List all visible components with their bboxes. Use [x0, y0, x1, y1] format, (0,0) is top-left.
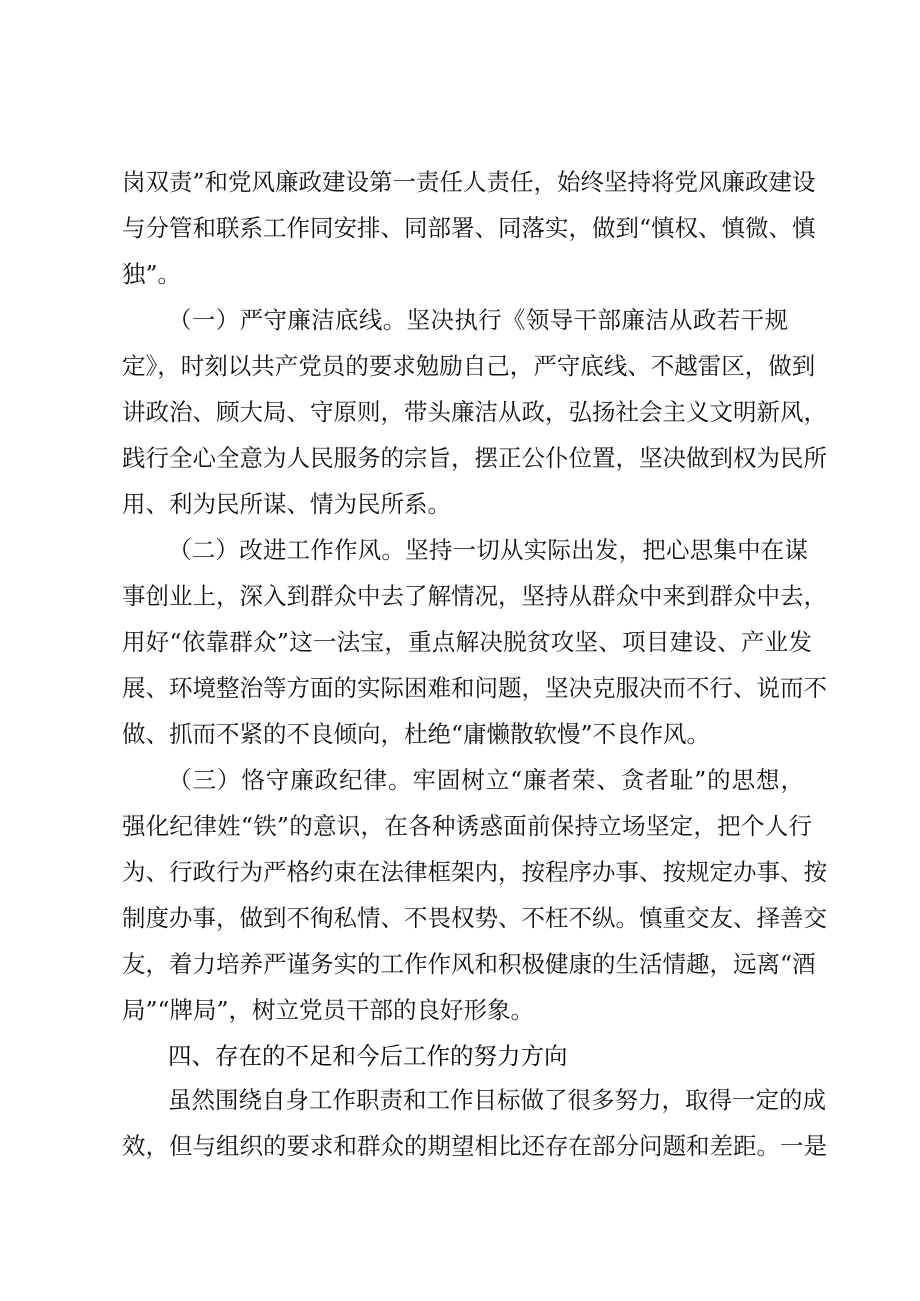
text-line: 友，着力培养严谨务实的工作作风和积极健康的生活情趣，远离“酒: [122, 950, 816, 978]
text-line: 展、环境整治等方面的实际困难和问题，坚决克服决而不行、说而不: [122, 674, 827, 702]
section-3-first-line: （三）恪守廉政纪律。牢固树立“廉者荣、贪者耻”的思想，: [168, 766, 804, 794]
text-line: 强化纪律姓“铁”的意识，在各种诱惑面前保持立场坚定，把个人行: [122, 812, 812, 840]
text-line: 制度办事，做到不徇私情、不畏权势、不枉不纵。慎重交友、择善交: [122, 904, 827, 932]
section-1-first-line: （一）严守廉洁底线。坚决执行《领导干部廉洁从政若干规: [168, 306, 788, 334]
text-line: 效，但与组织的要求和群众的期望相比还存在部分问题和差距。一是: [122, 1132, 827, 1160]
text-line: 为、行政行为严格约束在法律框架内，按程序办事、按规定办事、按: [122, 858, 827, 886]
text-line: 岗双责”和党风廉政建设第一责任人责任，始终坚持将党风廉政建设: [122, 168, 816, 196]
paragraph-first-line: 虽然围绕自身工作职责和工作目标做了很多努力，取得一定的成: [168, 1086, 826, 1114]
text-line: 独”。: [122, 260, 182, 288]
text-line: 践行全心全意为人民服务的宗旨，摆正公仆位置，坚决做到权为民所: [122, 444, 827, 472]
text-line: 定》，时刻以共产党员的要求勉励自己，严守底线、不越雷区，做到: [122, 352, 816, 380]
text-line: 事创业上，深入到群众中去了解情况，坚持从群众中来到群众中去，: [122, 582, 827, 610]
text-line: 讲政治、顾大局、守原则，带头廉洁从政，弘扬社会主义文明新风，: [122, 398, 827, 426]
text-line: 与分管和联系工作同安排、同部署、同落实，做到“慎权、慎微、慎: [122, 214, 816, 242]
text-line: 用、利为民所谋、情为民所系。: [122, 490, 451, 518]
text-line: 做、抓而不紧的不良倾向，杜绝“庸懒散软慢”不良作风。: [122, 720, 711, 748]
section-2-first-line: （二）改进工作作风。坚持一切从实际出发，把心思集中在谋: [168, 536, 808, 564]
text-line: 局”“牌局”，树立党员干部的良好形象。: [122, 996, 535, 1024]
text-line: 用好“依靠群众”这一法宝，重点解决脱贫攻坚、项目建设、产业发: [122, 628, 812, 656]
section-heading: 四、存在的不足和今后工作的努力方向: [168, 1042, 568, 1070]
